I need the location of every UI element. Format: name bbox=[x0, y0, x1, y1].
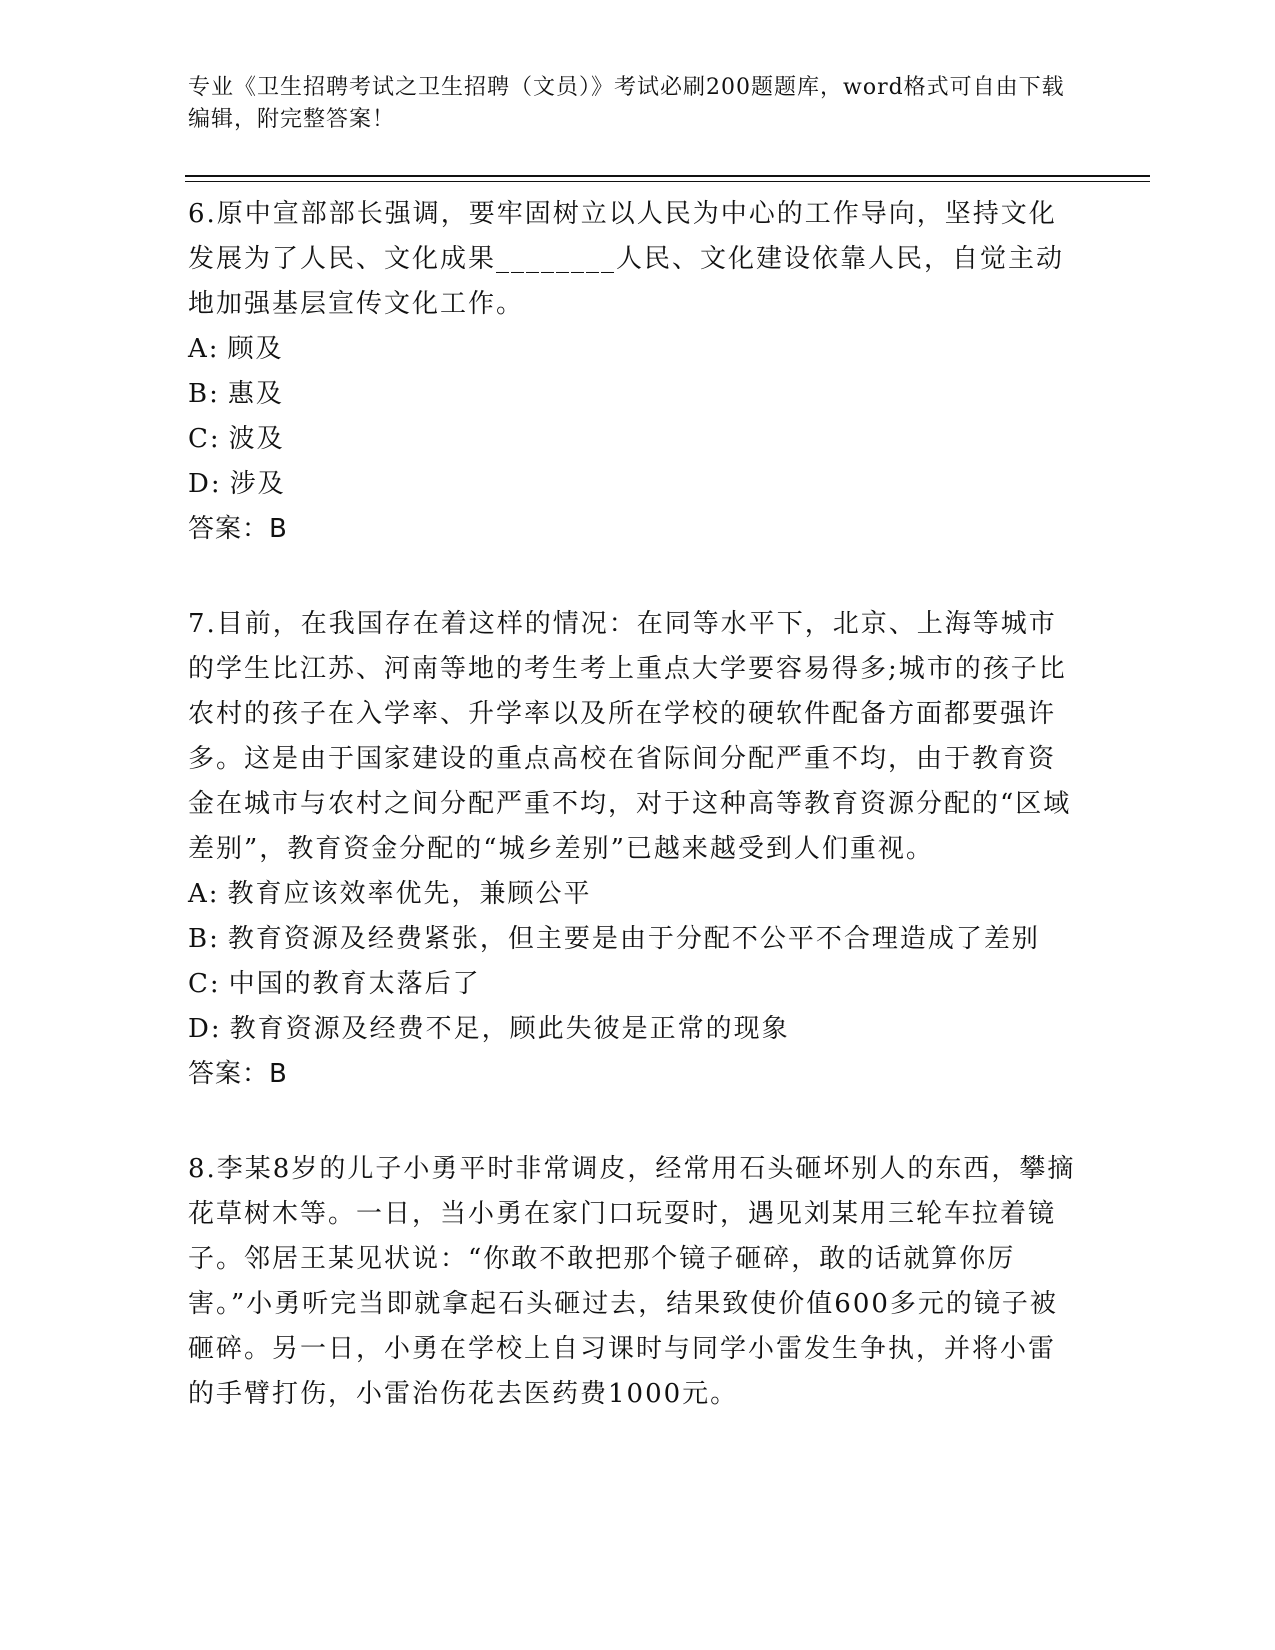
option-a bbox=[188, 327, 1078, 372]
option-text: 涉及 bbox=[229, 469, 286, 499]
option-key: A: bbox=[188, 334, 220, 364]
option-text: 顾及 bbox=[227, 334, 284, 364]
option-text: 教育资源及经费紧张，但主要是由于分配不公平不合理造成了差别 bbox=[227, 924, 1040, 954]
option-key: C: bbox=[188, 424, 221, 454]
question-text: 6.原中宣部部长强调，要牢固树立以人民为中心的工作导向，坚持文化发展为了人民、文化成果________人民、文化建设依靠人民，自觉主动地加强基层宣传文化工作。 bbox=[188, 199, 1065, 319]
document-header-title: 专业《卫生招聘考试之卫生招聘（文员）》考试必刷200题题库，word格式可自由下载编辑，附完整答案！ bbox=[188, 75, 1065, 132]
header-divider-thin bbox=[185, 181, 1150, 182]
option-text: 波及 bbox=[228, 424, 285, 454]
option-text: 教育应该效率优先，兼顾公平 bbox=[227, 879, 592, 909]
question-7 bbox=[188, 602, 1078, 1097]
option-key: B: bbox=[188, 924, 220, 954]
option-key: B: bbox=[188, 379, 220, 409]
answer-line: 答案：B bbox=[188, 1059, 288, 1089]
option-key: C: bbox=[188, 969, 221, 999]
option-a bbox=[188, 872, 1078, 917]
option-b bbox=[188, 372, 1078, 417]
question-6 bbox=[188, 192, 1078, 552]
option-b bbox=[188, 917, 1078, 962]
answer-line: 答案：B bbox=[188, 514, 288, 544]
option-key: A: bbox=[188, 879, 220, 909]
question-text: 7.目前，在我国存在着这样的情况：在同等水平下，北京、上海等城市的学生比江苏、河南等地的考生考上重点大学要容易得多;城市的孩子比农村的孩子在入学率、升学率以及所在学校的硬软件配备方面都要强许多。这是由于国家建设的重点高校在省际间分配严重不均，由于教育资金在城市与农村之间分配严重不均，对于这种高等教育资源分配的“区域差别”，教育资金分配的“城乡差别”已越来越受到人们重视。 bbox=[188, 609, 1072, 864]
option-text: 中国的教育太落后了 bbox=[228, 969, 481, 999]
option-c bbox=[188, 962, 1078, 1007]
option-c bbox=[188, 417, 1078, 462]
question-8 bbox=[188, 1147, 1078, 1417]
header-divider-thick bbox=[185, 175, 1150, 177]
question-text: 8.李某8岁的儿子小勇平时非常调皮，经常用石头砸坏别人的东西，攀摘花草树木等。一日，当小勇在家门口玩耍时，遇见刘某用三轮车拉着镜子。邻居王某见状说：“你敢不敢把那个镜子砸碎，敢的话就算你厉害。”小勇听完当即就拿起石头砸过去，结果致使价值600多元的镜子被砸碎。另一日，小勇在学校上自习课时与同学小雷发生争执，并将小雷的手臂打伤，小雷治伤花去医药费1000元。 bbox=[188, 1154, 1076, 1409]
option-text: 教育资源及经费不足，顾此失彼是正常的现象 bbox=[229, 1014, 790, 1044]
option-text: 惠及 bbox=[227, 379, 284, 409]
question-list bbox=[188, 192, 1078, 1467]
option-key: D: bbox=[188, 469, 222, 499]
option-d bbox=[188, 462, 1078, 507]
option-d bbox=[188, 1007, 1078, 1052]
option-key: D: bbox=[188, 1014, 222, 1044]
